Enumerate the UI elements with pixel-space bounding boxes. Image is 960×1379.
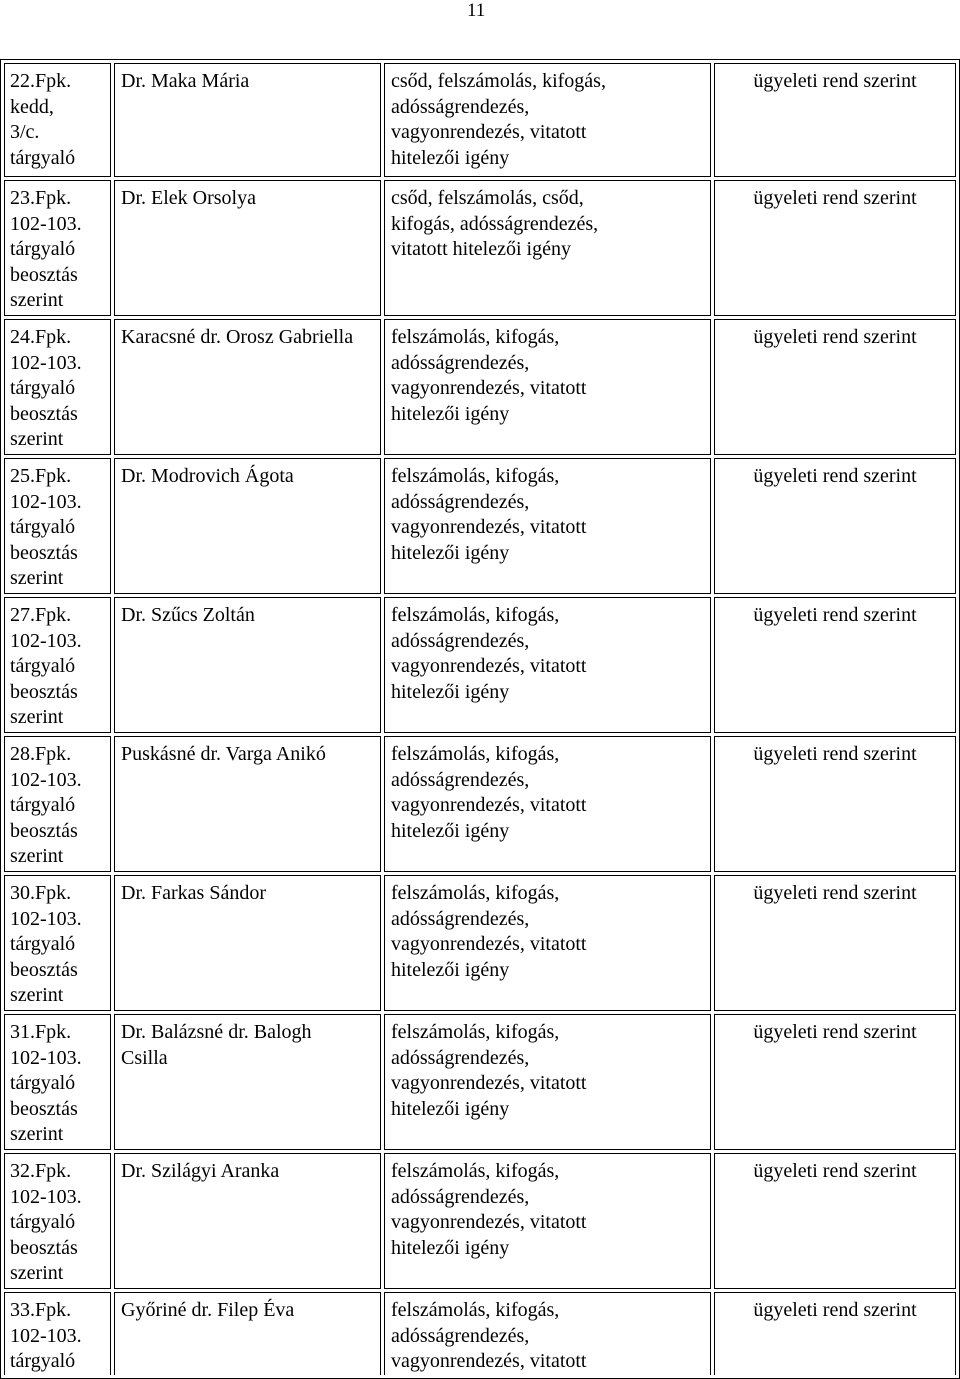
session-cell-line: beosztás: [10, 541, 78, 564]
judge-cell-line: Dr. Szűcs Zoltán: [121, 604, 255, 626]
matters-cell-line: felszámolás, kifogás,: [391, 1021, 560, 1043]
session-cell-line: tárgyaló: [10, 794, 76, 817]
matters-cell: [384, 180, 711, 316]
duty-cell: [714, 1292, 956, 1375]
session-cell-line: 102-103.: [10, 351, 82, 374]
matters-cell-line: felszámolás, kifogás,: [391, 743, 560, 765]
judge-cell-line: Puskásné dr. Varga Anikó: [121, 743, 326, 765]
duty-text: ügyeleti rend szerint: [753, 326, 917, 348]
table-row: [4, 63, 956, 177]
session-cell: [4, 63, 111, 177]
duty-cell: [714, 597, 956, 733]
matters-cell: [384, 63, 711, 177]
session-cell: [4, 736, 111, 872]
session-cell-line: 102-103.: [10, 1046, 82, 1069]
judge-cell-line: Dr. Elek Orsolya: [121, 187, 256, 209]
duty-cell: [714, 180, 956, 316]
matters-cell-line: hitelezői igény: [391, 958, 510, 981]
session-cell-line: 102-103.: [10, 907, 82, 930]
session-cell-line: tárgyaló: [10, 1072, 76, 1095]
matters-cell-line: hitelezői igény: [391, 1236, 510, 1259]
matters-cell: [384, 1014, 711, 1150]
matters-cell-line: vagyonrendezés, vitatott: [391, 1350, 587, 1373]
matters-cell-line: adósságrendezés,: [391, 490, 530, 513]
duty-text: ügyeleti rend szerint: [753, 465, 917, 487]
session-cell-line: 102-103.: [10, 212, 82, 235]
matters-cell-line: hitelezői igény: [391, 1097, 510, 1120]
session-cell-line: szerint: [10, 845, 64, 868]
matters-cell-line: hitelezői igény: [391, 146, 510, 169]
matters-cell-line: felszámolás, kifogás,: [391, 465, 560, 487]
duty-text: ügyeleti rend szerint: [753, 743, 917, 765]
session-cell-line: szerint: [10, 289, 64, 312]
judge-cell: [114, 63, 381, 177]
session-cell: [4, 597, 111, 733]
matters-cell-line: vagyonrendezés, vitatott: [391, 121, 587, 144]
matters-cell-line: felszámolás, kifogás,: [391, 1160, 560, 1182]
duty-cell: [714, 875, 956, 1011]
matters-cell-line: adósságrendezés,: [391, 1046, 530, 1069]
session-cell-line: tárgyaló: [10, 146, 76, 169]
matters-cell-line: adósságrendezés,: [391, 95, 530, 118]
session-cell-line: beosztás: [10, 263, 78, 286]
judge-cell: [114, 736, 381, 872]
page-number: 11: [467, 0, 486, 21]
matters-cell-line: vagyonrendezés, vitatott: [391, 655, 587, 678]
matters-cell-line: hitelezői igény: [391, 819, 510, 842]
session-cell-line: 102-103.: [10, 629, 82, 652]
session-cell-line: tárgyaló: [10, 238, 76, 261]
session-cell-line: beosztás: [10, 1097, 78, 1120]
matters-cell-line: felszámolás, kifogás,: [391, 1299, 560, 1321]
judge-cell-line: Dr. Farkas Sándor: [121, 882, 266, 904]
duty-cell: [714, 458, 956, 594]
judge-cell: [114, 1292, 381, 1375]
matters-cell-line: adósságrendezés,: [391, 1185, 530, 1208]
matters-cell-line: hitelezői igény: [391, 680, 510, 703]
table-row: [4, 458, 956, 594]
session-cell-line: tárgyaló: [10, 655, 76, 678]
session-cell-line: 33.Fpk.: [10, 1299, 72, 1321]
matters-cell-line: felszámolás, kifogás,: [391, 604, 560, 626]
session-cell-line: 25.Fpk.: [10, 465, 72, 487]
duty-cell: [714, 1014, 956, 1150]
session-cell-line: szerint: [10, 1262, 64, 1285]
session-cell-line: szerint: [10, 984, 64, 1007]
session-cell-line: 23.Fpk.: [10, 187, 72, 209]
table-row: [4, 180, 956, 316]
judge-cell: [114, 875, 381, 1011]
table-row: [4, 736, 956, 872]
duty-cell: [714, 1153, 956, 1289]
matters-cell-line: vitatott hitelezői igény: [391, 238, 571, 261]
duty-text: ügyeleti rend szerint: [753, 604, 917, 626]
matters-cell-line: vagyonrendezés, vitatott: [391, 377, 587, 400]
session-cell-line: szerint: [10, 706, 64, 729]
duty-text: ügyeleti rend szerint: [753, 1021, 917, 1043]
judge-cell: [114, 1153, 381, 1289]
session-cell: [4, 1153, 111, 1289]
judge-cell: [114, 180, 381, 316]
matters-cell-line: adósságrendezés,: [391, 1324, 530, 1347]
session-cell-line: beosztás: [10, 819, 78, 842]
matters-cell: [384, 458, 711, 594]
session-cell: [4, 180, 111, 316]
matters-cell-line: hitelezői igény: [391, 402, 510, 425]
session-cell-line: beosztás: [10, 1236, 78, 1259]
session-cell-line: tárgyaló: [10, 933, 76, 956]
matters-cell: [384, 1292, 711, 1375]
duty-text: ügyeleti rend szerint: [753, 187, 917, 209]
session-cell-line: 102-103.: [10, 1185, 82, 1208]
session-cell-line: 31.Fpk.: [10, 1021, 72, 1043]
session-cell: [4, 458, 111, 594]
judge-cell-line: Dr. Balázsné dr. Balogh: [121, 1021, 312, 1043]
judge-cell: [114, 319, 381, 455]
session-cell-line: tárgyaló: [10, 1211, 76, 1234]
matters-cell-line: adósságrendezés,: [391, 351, 530, 374]
session-cell-line: beosztás: [10, 958, 78, 981]
session-cell-line: 32.Fpk.: [10, 1160, 72, 1182]
judge-cell-line: Karacsné dr. Orosz Gabriella: [121, 326, 354, 348]
duty-cell: [714, 736, 956, 872]
matters-cell-line: vagyonrendezés, vitatott: [391, 516, 587, 539]
matters-cell-line: felszámolás, kifogás,: [391, 882, 560, 904]
matters-cell: [384, 736, 711, 872]
schedule-body: [4, 63, 956, 1375]
matters-cell-line: adósságrendezés,: [391, 629, 530, 652]
session-cell-line: 102-103.: [10, 490, 82, 513]
session-cell-line: beosztás: [10, 680, 78, 703]
session-cell-line: 22.Fpk.: [10, 70, 72, 92]
duty-text: ügyeleti rend szerint: [753, 882, 917, 904]
session-cell-line: tárgyaló: [10, 377, 76, 400]
matters-cell-line: felszámolás, kifogás,: [391, 326, 560, 348]
table-row: [4, 875, 956, 1011]
session-cell-line: szerint: [10, 1123, 64, 1146]
matters-cell-line: adósságrendezés,: [391, 907, 530, 930]
table-row: [4, 1014, 956, 1150]
session-cell-line: szerint: [10, 428, 64, 451]
session-cell: [4, 875, 111, 1011]
matters-cell-line: hitelezői igény: [391, 541, 510, 564]
judge-cell-line: Dr. Maka Mária: [121, 70, 250, 92]
judge-cell-line: Csilla: [121, 1046, 168, 1069]
session-cell-line: kedd,: [10, 95, 54, 118]
matters-cell-line: kifogás, adósságrendezés,: [391, 212, 599, 235]
matters-cell-line: vagyonrendezés, vitatott: [391, 794, 587, 817]
matters-cell-line: vagyonrendezés, vitatott: [391, 933, 587, 956]
matters-cell: [384, 1153, 711, 1289]
table-row: [4, 597, 956, 733]
judge-cell-line: Dr. Modrovich Ágota: [121, 465, 294, 487]
session-cell-line: 3/c.: [10, 121, 40, 144]
session-cell: [4, 1292, 111, 1375]
duty-text: ügyeleti rend szerint: [753, 70, 917, 92]
table-row: [4, 1292, 956, 1375]
matters-cell-line: adósságrendezés,: [391, 768, 530, 791]
duty-cell: [714, 319, 956, 455]
matters-cell: [384, 319, 711, 455]
duty-text: ügyeleti rend szerint: [753, 1160, 917, 1182]
session-cell-line: 30.Fpk.: [10, 882, 72, 904]
matters-cell: [384, 875, 711, 1011]
matters-cell-line: vagyonrendezés, vitatott: [391, 1072, 587, 1095]
judge-cell-line: Győriné dr. Filep Éva: [121, 1299, 295, 1321]
session-cell: [4, 1014, 111, 1150]
judge-cell: [114, 458, 381, 594]
session-cell-line: tárgyaló: [10, 1350, 76, 1373]
session-cell-line: tárgyaló: [10, 516, 76, 539]
session-cell-line: 102-103.: [10, 1324, 82, 1347]
judge-cell-line: Dr. Szilágyi Aranka: [121, 1160, 280, 1182]
duty-cell: [714, 63, 956, 177]
session-cell: [4, 319, 111, 455]
session-cell-line: beosztás: [10, 402, 78, 425]
session-cell-line: 24.Fpk.: [10, 326, 72, 348]
judge-cell: [114, 597, 381, 733]
duty-text: ügyeleti rend szerint: [753, 1299, 917, 1321]
table-row: [4, 1153, 956, 1289]
table-row: [4, 319, 956, 455]
session-cell-line: 28.Fpk.: [10, 743, 72, 765]
judge-cell: [114, 1014, 381, 1150]
matters-cell-line: vagyonrendezés, vitatott: [391, 1211, 587, 1234]
session-cell-line: szerint: [10, 567, 64, 590]
schedule-table: [0, 59, 960, 1379]
matters-cell-line: csőd, felszámolás, csőd,: [391, 187, 584, 209]
matters-cell: [384, 597, 711, 733]
session-cell-line: 27.Fpk.: [10, 604, 72, 626]
session-cell-line: 102-103.: [10, 768, 82, 791]
matters-cell-line: csőd, felszámolás, kifogás,: [391, 70, 606, 92]
